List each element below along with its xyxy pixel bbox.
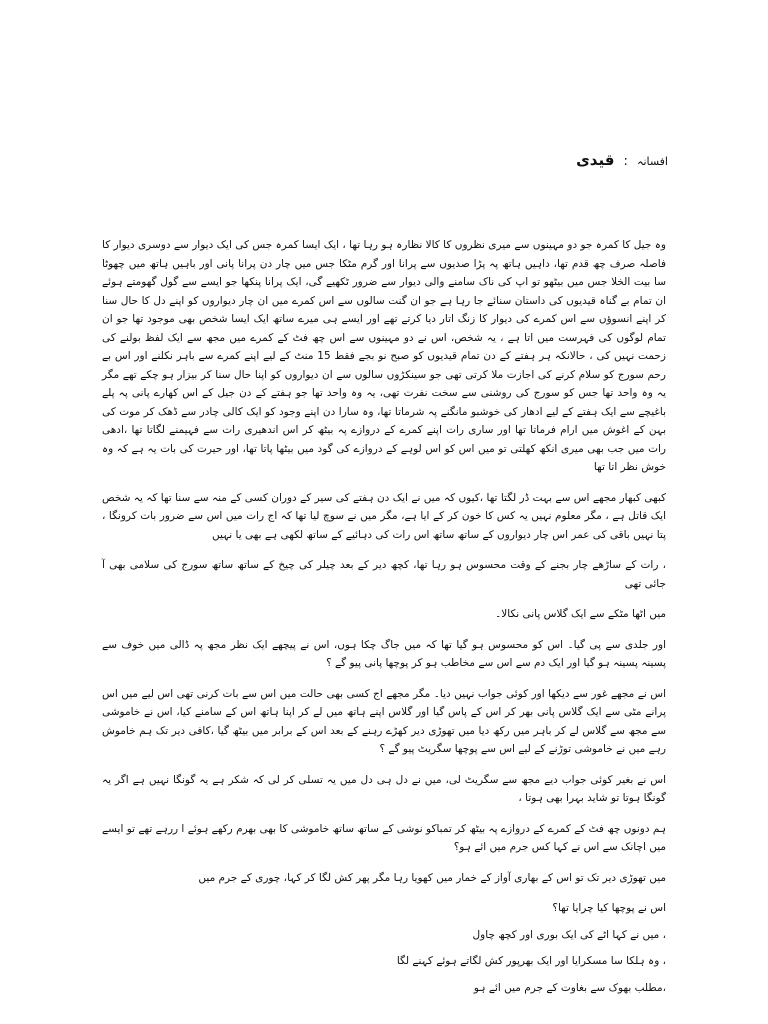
paragraph: ہم دونوں چھ فٹ کے کمرے کے دروازے پہ بیٹھ کر تمباکو نوشی کے ساتھ ساتھ خاموشی کا بھی بھرم رکھے ہوئے ا ررہے تھے تو ایسے میں اچانک سے اس نے کہا کس جرم میں ائے ہو؟: [102, 822, 666, 853]
paragraph: میں تھوڑی دیر تک تو اس کے بھاری آواز کے خمار میں کھویا رہا مگر پھر کش لگا کر کہا، چوری کے جرم میں: [198, 871, 666, 884]
paragraph: اور جلدی سے پی گیا۔ اس کو محسوس ہو گیا تھا کہ میں جاگ چکا ہوں، اس نے پیچھے ایک نظر مجھ پہ ڈالی میں خوف سے پسینہ پسینہ ہو گیا اور ایک دم سے اس سے مخاطب ہو کر پوچھا پانی پیو گے ؟: [102, 638, 666, 669]
paragraph: کبھی کبھار مجھے اس سے بہت ڈر لگتا تھا ،کیوں کہ میں نے ایک دن ہفتے کی سیر کے دوران کسی کے منہ سے سنا تھا کہ یہ شخص ایک قاتل ہے ، مگر معلوم نہیں یہ کس کا خون کر کے ایا ہے، مگر میں نے سوچ لیا تھا کہ اج رات میں اس سے ضرور بات کرونگا ، پتا نہیں باقی کی عمر اس چار دیواروں کے ساتھ ساتھ اس رات کی دہائیے کے ساتھ لکھی ہے بھی یا نہیں: [102, 491, 666, 541]
paragraph: ، وہ ہلکا سا مسکرایا اور ایک بھرپور کش لگاتے ہوئے کہنے لگا: [396, 955, 666, 967]
paragraph: ، رات کے ساڑھے چار بجنے کے وقت محسوس ہو رہا تھا، کچھ دیر کے بعد چیلر کی چیخ کے ساتھ ساتھ سورج کی سلامی بھی آ جائی تھی: [102, 559, 666, 590]
story-title: قیدی: [576, 151, 615, 169]
heading-separator: :: [623, 154, 628, 169]
paragraph: اس نے پوچھا کیا چرایا تھا؟: [552, 902, 666, 914]
genre-label: افسانہ: [637, 155, 668, 168]
paragraph: میں اٹھا مٹکے سے ایک گلاس پانی نکالا۔: [495, 608, 666, 620]
story-heading: [576, 150, 668, 169]
story-body: [102, 236, 666, 1005]
paragraph: ،مطلب بھوک سے بغاوت کے جرم میں ائے ہو: [473, 981, 666, 994]
paragraph: وہ جیل کا کمرہ جو دو مہینوں سے میری نظروں کا کالا نظارہ ہو رہا تھا ، ایک ایسا کمرہ جس کی ایک دیوار سے دوسری دیوار کا فاصلہ صرف چھ قدم تھا، داہیں ہاتھ پہ پڑا صدیوں سے پرانا اور گرم مٹکا جس میں چار دن پرانا پانی اور باہیں ہاتھ میں چھوٹا سا بیت الخلا جس میں بیٹھو تو اپ کی ناک سامنے والی دیوار سے ضرور ٹکھیے گی، ایک پرانا پنکھا جو ایسے سے گول گھومتے ہوئے ان تمام بے گناہ قیدیوں کی داستان سنائے جا رہا ہے جو ان گنت سالوں سے اس کمرے میں ان چار دیواروں کو اپنے دل کا حال سنا کر اپنے انسوؤں سے اس کمرے کی دیوار کا زنگ اتار دیا کرتے تھے اور ایسے ہی میرے ساتھ ایک ایسا شخص بھی موجود تھا جو ان تمام لوگوں کی فہرست میں اتا ہے ، یہ شخص، اس نے دو مہینوں سے اس چھ فٹ کے کمرے میں مجھ سے ایک لفظ بولنے کی زحمت نہیں کی ، حالانکہ ہر ہفتے کے دن تمام قیدیوں کو صبح نو بجے فقط 15 منٹ کے لیے اپنے کمرے سے باہر نکلنے اور اس بے رحم سورج کو سلام کرنے کی اجازت ملا کرتی تھی جو سینکڑوں سالوں سے ان دیواروں کو اپنا حال سنا کر بیزار ہو چکے تھے مگر یہ وہ واحد تھا جس کو سورج کی روشنی سے سخت نفرت تھی، یہ وہ واحد تھا جو ہفتے کے دن جیل کے اس کھارے پانی پہ پلے باغیچے سے ایک ہفتے کے لیے ادھار کی خوشبو مانگنے پہ شرماتا تھا، وہ سارا دن اپنے وجود کو ایک کالی چادر سے ڈھک کر موت کی بہن کے اغوش میں ارام فرماتا تھا اور ساری رات اپنے کمرے کے دروازے پہ بیٹھ کر اس اندھیری رات سے فہیمنے لگاتا تھا ،ادھی رات میں جب بھی میری انکھ کھلتی تو میں اس کو اس لوہے کے دروازے کی گود میں بیٹھا پاتا تھا، اور حیرت کی بات یہ ہے کہ وہ خوش نظر اتا تھا: [102, 239, 666, 473]
paragraph: اس نے مجھے غور سے دیکھا اور کوئی جواب نہیں دیا۔ مگر مجھے اج کسی بھی حالت میں اس سے بات کرنی تھی اس لیے میں اس پرانے مٹی سے ایک گلاس پانی بھر کر اس کے پاس گیا اور گلاس اپنے ہاتھ میں لے کر اپنا ہاتھ اس کے سامنے کیا، اس نے خاموشی سے مجھ سے گلاس لے کر باہر میں رکھ دیا میں تھوڑی دیر کھڑے رہنے کے بعد اس کے برابر میں بیٹھ گیا ،کافی دیر تک ہم خاموش رہے میں نے خاموشی توڑنے کے لیے اس سے پوچھا سگریٹ پیو گے ؟: [102, 687, 666, 755]
paragraph: ، میں نے کہا اٹے کی ایک بوری اور کچھ چاول: [472, 928, 666, 941]
paragraph: اس نے بغیر کوئی جواب دیے مجھ سے سگریٹ لی، میں نے دل ہی دل میں یہ تسلی کر لی کہ شکر ہے یہ گونگا نہیں ہے اگر یہ گونگا ہوتا تو شاید بہرا بھی ہوتا ،: [102, 773, 666, 804]
